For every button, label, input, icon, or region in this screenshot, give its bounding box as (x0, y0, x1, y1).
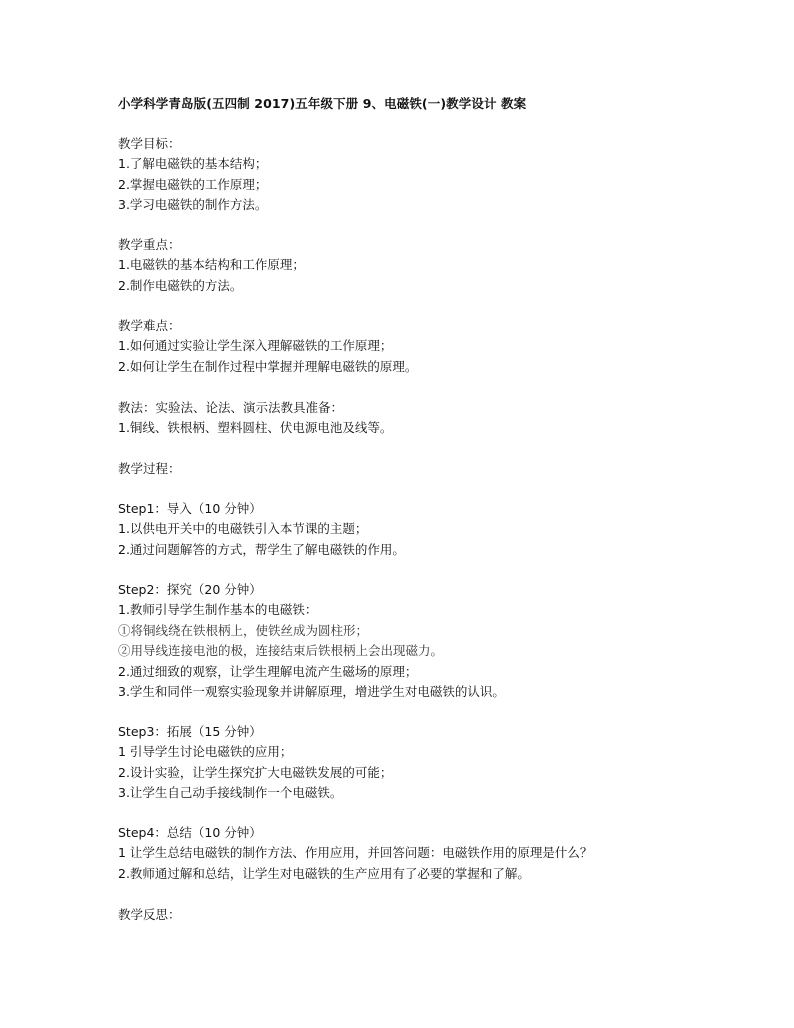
step1-item: 2.通过问题解答的方式，帮学生了解电磁铁的作用。 (118, 541, 405, 557)
objectives-section (118, 134, 718, 216)
step1-section (118, 499, 718, 560)
key-points-section (118, 235, 718, 296)
objectives-heading: 教学目标： (118, 136, 181, 151)
process-heading: 教学过程： (118, 461, 181, 476)
key-points-heading: 教学重点： (118, 237, 181, 252)
objective-item: 3.学习电磁铁的制作方法。 (118, 197, 268, 213)
process-section (118, 459, 718, 479)
step1-heading: Step1：导入（10 分钟） (118, 501, 262, 516)
step3-heading: Step3：拓展（15 分钟） (118, 724, 262, 739)
step3-section (118, 722, 718, 804)
methods-section (118, 398, 718, 439)
difficulties-heading: 教学难点： (118, 318, 181, 333)
step2-item: 2.通过细致的观察，让学生理解电流产生磁场的原理； (118, 663, 418, 679)
step2-item: 3.学生和同伴一观察实验现象并讲解原理，增进学生对电磁铁的认识。 (118, 683, 505, 699)
step2-heading: Step2：探究（20 分钟） (118, 582, 262, 597)
key-point-item: 2.制作电磁铁的方法。 (118, 277, 243, 293)
difficulty-item: 2.如何让学生在制作过程中掌握并理解电磁铁的原理。 (118, 358, 418, 374)
reflection-section (118, 905, 718, 925)
step4-item: 2.教师通过解和总结，让学生对电磁铁的生产应用有了必要的掌握和了解。 (118, 865, 530, 881)
difficulty-item: 1.如何通过实验让学生深入理解磁铁的工作原理； (118, 338, 393, 354)
step4-section (118, 823, 718, 884)
step2-section (118, 580, 718, 702)
step1-item: 1.以供电开关中的电磁铁引入本节课的主题； (118, 521, 368, 537)
reflection-heading: 教学反思： (118, 907, 181, 922)
step3-item: 1 引导学生讨论电磁铁的应用； (118, 744, 293, 760)
step2-subitem: ②用导线连接电池的极，连接结束后铁根柄上会出现磁力。 (118, 643, 444, 659)
step3-item: 3.让学生自己动手接线制作一个电磁铁。 (118, 785, 343, 801)
objective-item: 2.掌握电磁铁的工作原理； (118, 176, 268, 192)
step3-item: 2.设计实验，让学生探究扩大电磁铁发展的可能； (118, 764, 393, 780)
document-title: 小学科学青岛版(五四制 2017)五年级下册 9、电磁铁(一)教学设计 教案 (118, 96, 527, 111)
step2-subitem: ①将铜线绕在铁根柄上，使铁丝成为圆柱形； (118, 622, 369, 638)
objective-item: 1.了解电磁铁的基本结构； (118, 156, 268, 172)
step4-heading: Step4：总结（10 分钟） (118, 825, 262, 840)
difficulties-section (118, 316, 718, 377)
key-point-item: 1.电磁铁的基本结构和工作原理； (118, 257, 305, 273)
methods-heading: 教法：实验法、论法、演示法教具准备： (118, 400, 344, 415)
methods-item: 1.铜线、铁根柄、塑料圆柱、伏电源电池及线等。 (118, 420, 393, 436)
step4-item: 1 让学生总结电磁铁的制作方法、作用应用，并回答问题：电磁铁作用的原理是什么？ (118, 845, 593, 861)
step2-item: 1.教师引导学生制作基本的电磁铁： (118, 602, 318, 618)
